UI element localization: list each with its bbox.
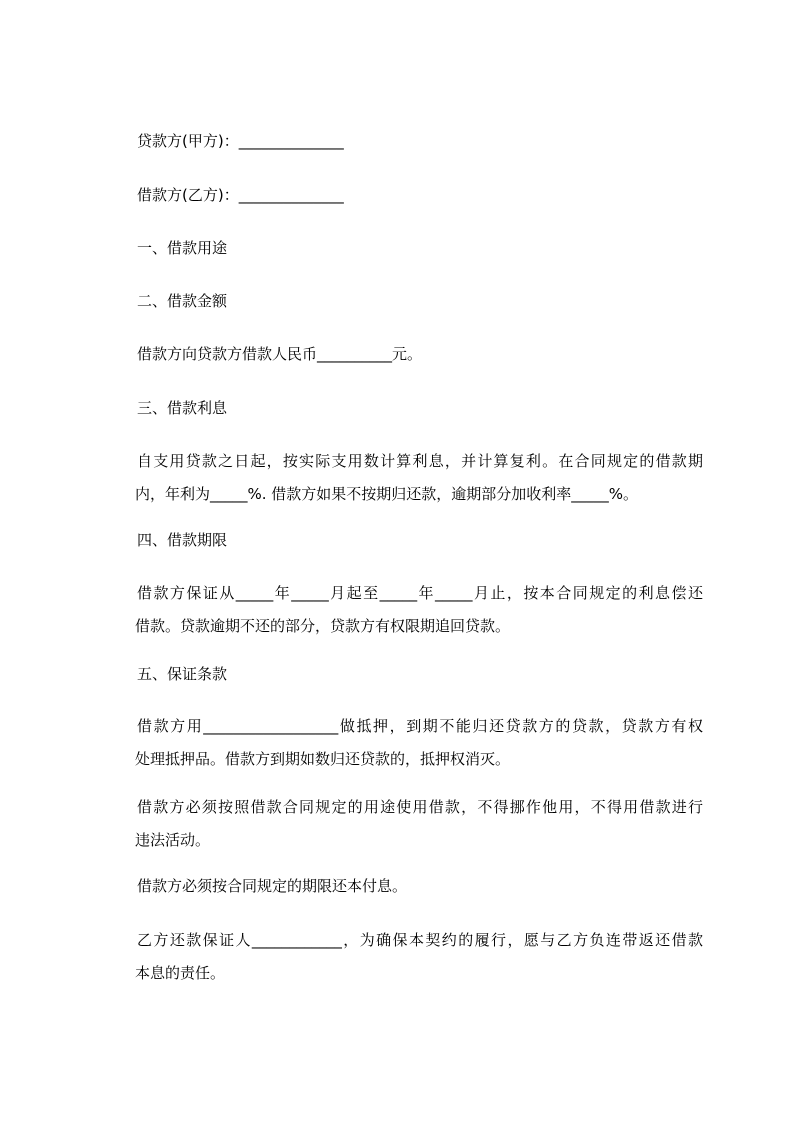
term-clause-line-1: 借款方保证从_____年_____月起至_____年_____月止，按本合同规定的利息偿还 bbox=[137, 584, 703, 602]
section-title-amount: 二、借款金额 bbox=[137, 292, 228, 310]
borrower-line: 借款方(乙方)：______________ bbox=[137, 186, 344, 204]
section-title-guarantee: 五、保证条款 bbox=[137, 665, 228, 683]
usage-clause-line-1: 借款方必须按照借款合同规定的用途使用借款，不得挪作他用，不得用借款进行 bbox=[137, 798, 703, 816]
term-clause-line-2: 借款。贷款逾期不还的部分，贷款方有权限期追回贷款。 bbox=[135, 617, 511, 635]
guarantor-clause-line-1: 乙方还款保证人____________，为确保本契约的履行，愿与乙方负连带返还借款 bbox=[137, 931, 703, 949]
lender-line: 贷款方(甲方)：______________ bbox=[137, 132, 344, 150]
collateral-clause-line-2: 处理抵押品。借款方到期如数归还贷款的，抵押权消灭。 bbox=[135, 750, 511, 768]
interest-clause bbox=[137, 445, 703, 511]
guarantor-clause bbox=[137, 924, 703, 990]
usage-clause bbox=[137, 791, 703, 857]
usage-clause-line-2: 违法活动。 bbox=[135, 831, 211, 849]
repayment-clause: 借款方必须按合同规定的期限还本付息。 bbox=[137, 877, 408, 895]
section-title-purpose: 一、借款用途 bbox=[137, 239, 228, 257]
section-title-term: 四、借款期限 bbox=[137, 531, 228, 549]
section-title-interest: 三、借款利息 bbox=[137, 399, 228, 417]
collateral-clause-line-1: 借款方用__________________做抵押，到期不能归还贷款方的贷款，贷款方有权 bbox=[137, 717, 703, 735]
interest-clause-line-1: 自支用贷款之日起，按实际支用数计算利息，并计算复利。在合同规定的借款期 bbox=[137, 452, 703, 470]
guarantor-clause-line-2: 本息的责任。 bbox=[135, 964, 226, 982]
term-clause bbox=[137, 577, 703, 643]
interest-clause-line-2: 内，年利为_____%. 借款方如果不按期归还款，逾期部分加收利率_____%。 bbox=[135, 485, 639, 503]
amount-clause: 借款方向贷款方借款人民币__________元。 bbox=[137, 345, 423, 363]
collateral-clause bbox=[137, 710, 703, 776]
